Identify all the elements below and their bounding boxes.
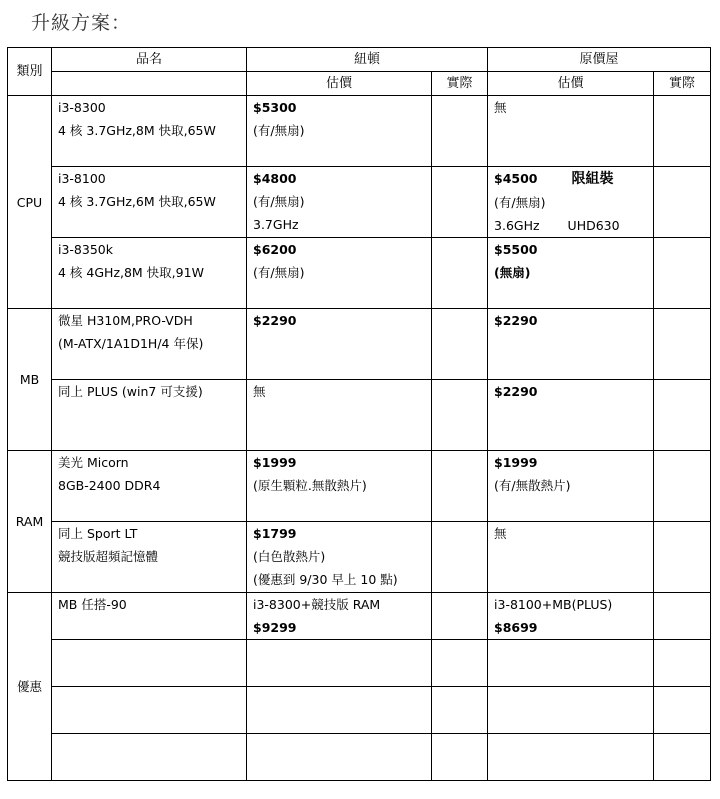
table-row (8, 238, 711, 309)
table-row (8, 309, 711, 380)
product-spec: 4 核 3.7GHz,6M 快取,65W (58, 194, 216, 209)
header-actual-1: 實際 (432, 72, 488, 96)
product-cell (52, 309, 247, 380)
newton-estimate[interactable] (247, 687, 432, 734)
newton-estimate (247, 522, 432, 593)
coolpc-estimate (488, 167, 654, 238)
coolpc-actual[interactable] (654, 380, 711, 451)
coolpc-actual[interactable] (654, 593, 711, 640)
page-title: 升級方案： (31, 12, 132, 34)
coolpc-actual[interactable] (654, 640, 711, 687)
price: $4800 (253, 171, 297, 186)
price: $2290 (494, 384, 538, 399)
newton-actual[interactable] (432, 238, 488, 309)
header-category: 類別 (8, 48, 52, 96)
product-spec: 競技版超頻記憶體 (58, 549, 159, 564)
price: $8699 (494, 620, 538, 635)
header-estimate-2: 估價 (488, 72, 654, 96)
newton-actual[interactable] (432, 380, 488, 451)
product-model: 微星 H310M,PRO-VDH (58, 313, 193, 328)
upgrade-table (7, 47, 711, 781)
price: $2290 (494, 313, 538, 328)
coolpc-actual[interactable] (654, 96, 711, 167)
coolpc-estimate[interactable] (488, 734, 654, 781)
product-spec: 4 核 4GHz,8M 快取,91W (58, 265, 204, 280)
note: 無 (494, 100, 507, 115)
newton-estimate (247, 380, 432, 451)
newton-actual[interactable] (432, 309, 488, 380)
table-row (8, 734, 711, 781)
table-row (8, 640, 711, 687)
newton-estimate[interactable] (247, 640, 432, 687)
header-store-newton: 紐頓 (247, 48, 488, 72)
header-estimate-1: 估價 (247, 72, 432, 96)
newton-actual[interactable] (432, 451, 488, 522)
header-product: 品名 (52, 48, 247, 72)
coolpc-actual[interactable] (654, 451, 711, 522)
product-cell[interactable] (52, 734, 247, 781)
product-model: MB 任搭-90 (58, 597, 127, 612)
price: $5300 (253, 100, 297, 115)
newton-actual[interactable] (432, 640, 488, 687)
coolpc-actual[interactable] (654, 687, 711, 734)
header-actual-2: 實際 (654, 72, 711, 96)
newton-actual[interactable] (432, 593, 488, 640)
coolpc-estimate (488, 96, 654, 167)
note: (有/無散熱片) (494, 478, 571, 493)
table-row (8, 167, 711, 238)
category-mb: MB (8, 309, 52, 451)
product-spec: 8GB-2400 DDR4 (58, 478, 161, 493)
coolpc-actual[interactable] (654, 309, 711, 380)
note: i3-8100+MB(PLUS) (494, 597, 613, 612)
note: i3-8300+競技版 RAM (253, 597, 381, 612)
coolpc-estimate (488, 522, 654, 593)
category-cpu: CPU (8, 96, 52, 309)
header-row-2 (8, 72, 711, 96)
newton-estimate (247, 593, 432, 640)
newton-estimate (247, 167, 432, 238)
product-model: 同上 PLUS (win7 可支援) (58, 384, 203, 399)
product-spec: 4 核 3.7GHz,8M 快取,65W (58, 123, 216, 138)
product-cell (52, 238, 247, 309)
note: (有/無扇) (253, 194, 305, 209)
note: (無扇) (494, 265, 531, 280)
newton-actual[interactable] (432, 687, 488, 734)
product-cell[interactable] (52, 687, 247, 734)
newton-estimate (247, 238, 432, 309)
newton-estimate[interactable] (247, 734, 432, 781)
coolpc-estimate (488, 451, 654, 522)
note: 3.6GHz (494, 218, 540, 233)
product-cell (52, 380, 247, 451)
newton-actual[interactable] (432, 96, 488, 167)
coolpc-estimate (488, 309, 654, 380)
note: 無 (494, 526, 507, 541)
product-cell (52, 522, 247, 593)
note: (有/無扇) (253, 123, 305, 138)
newton-actual[interactable] (432, 167, 488, 238)
price: $9299 (253, 620, 297, 635)
product-model: i3-8350k (58, 242, 113, 257)
table-row (8, 593, 711, 640)
header-row-1 (8, 48, 711, 72)
price: $4500 (494, 171, 538, 186)
newton-actual[interactable] (432, 734, 488, 781)
product-cell (52, 593, 247, 640)
header-product-blank (52, 72, 247, 96)
product-cell (52, 96, 247, 167)
note: UHD630 (567, 218, 620, 233)
table-row (8, 522, 711, 593)
product-spec: (M-ATX/1A1D1H/4 年保) (58, 336, 204, 351)
table-row (8, 96, 711, 167)
assembly-only-tag: 限組裝 (571, 171, 614, 187)
table-row (8, 687, 711, 734)
note: (原生顆粒.無散熱片) (253, 478, 367, 493)
note: 無 (253, 384, 266, 399)
price: $1799 (253, 526, 297, 541)
product-model: i3-8100 (58, 171, 106, 186)
coolpc-estimate (488, 593, 654, 640)
coolpc-actual[interactable] (654, 238, 711, 309)
newton-estimate (247, 451, 432, 522)
product-model: i3-8300 (58, 100, 106, 115)
coolpc-estimate[interactable] (488, 687, 654, 734)
note: 3.7GHz (253, 217, 299, 232)
product-model: 美光 Micorn (58, 455, 129, 470)
note: (白色散熱片) (253, 549, 326, 564)
coolpc-actual[interactable] (654, 522, 711, 593)
price: $5500 (494, 242, 538, 257)
category-promo: 優惠 (8, 593, 52, 781)
coolpc-estimate (488, 238, 654, 309)
header-store-coolpc: 原價屋 (488, 48, 711, 72)
category-ram: RAM (8, 451, 52, 593)
coolpc-actual[interactable] (654, 734, 711, 781)
price: $2290 (253, 313, 297, 328)
note: (有/無扇) (253, 265, 305, 280)
note: (有/無扇) (494, 195, 546, 210)
product-model: 同上 Sport LT (58, 526, 138, 541)
price: $1999 (494, 455, 538, 470)
table-row (8, 451, 711, 522)
price: $6200 (253, 242, 297, 257)
product-cell (52, 167, 247, 238)
coolpc-actual[interactable] (654, 167, 711, 238)
newton-estimate (247, 96, 432, 167)
coolpc-estimate[interactable] (488, 640, 654, 687)
note: (優惠到 9/30 早上 10 點) (253, 572, 398, 587)
coolpc-estimate (488, 380, 654, 451)
newton-estimate (247, 309, 432, 380)
newton-actual[interactable] (432, 522, 488, 593)
price: $1999 (253, 455, 297, 470)
product-cell (52, 451, 247, 522)
product-cell[interactable] (52, 640, 247, 687)
table-row (8, 380, 711, 451)
